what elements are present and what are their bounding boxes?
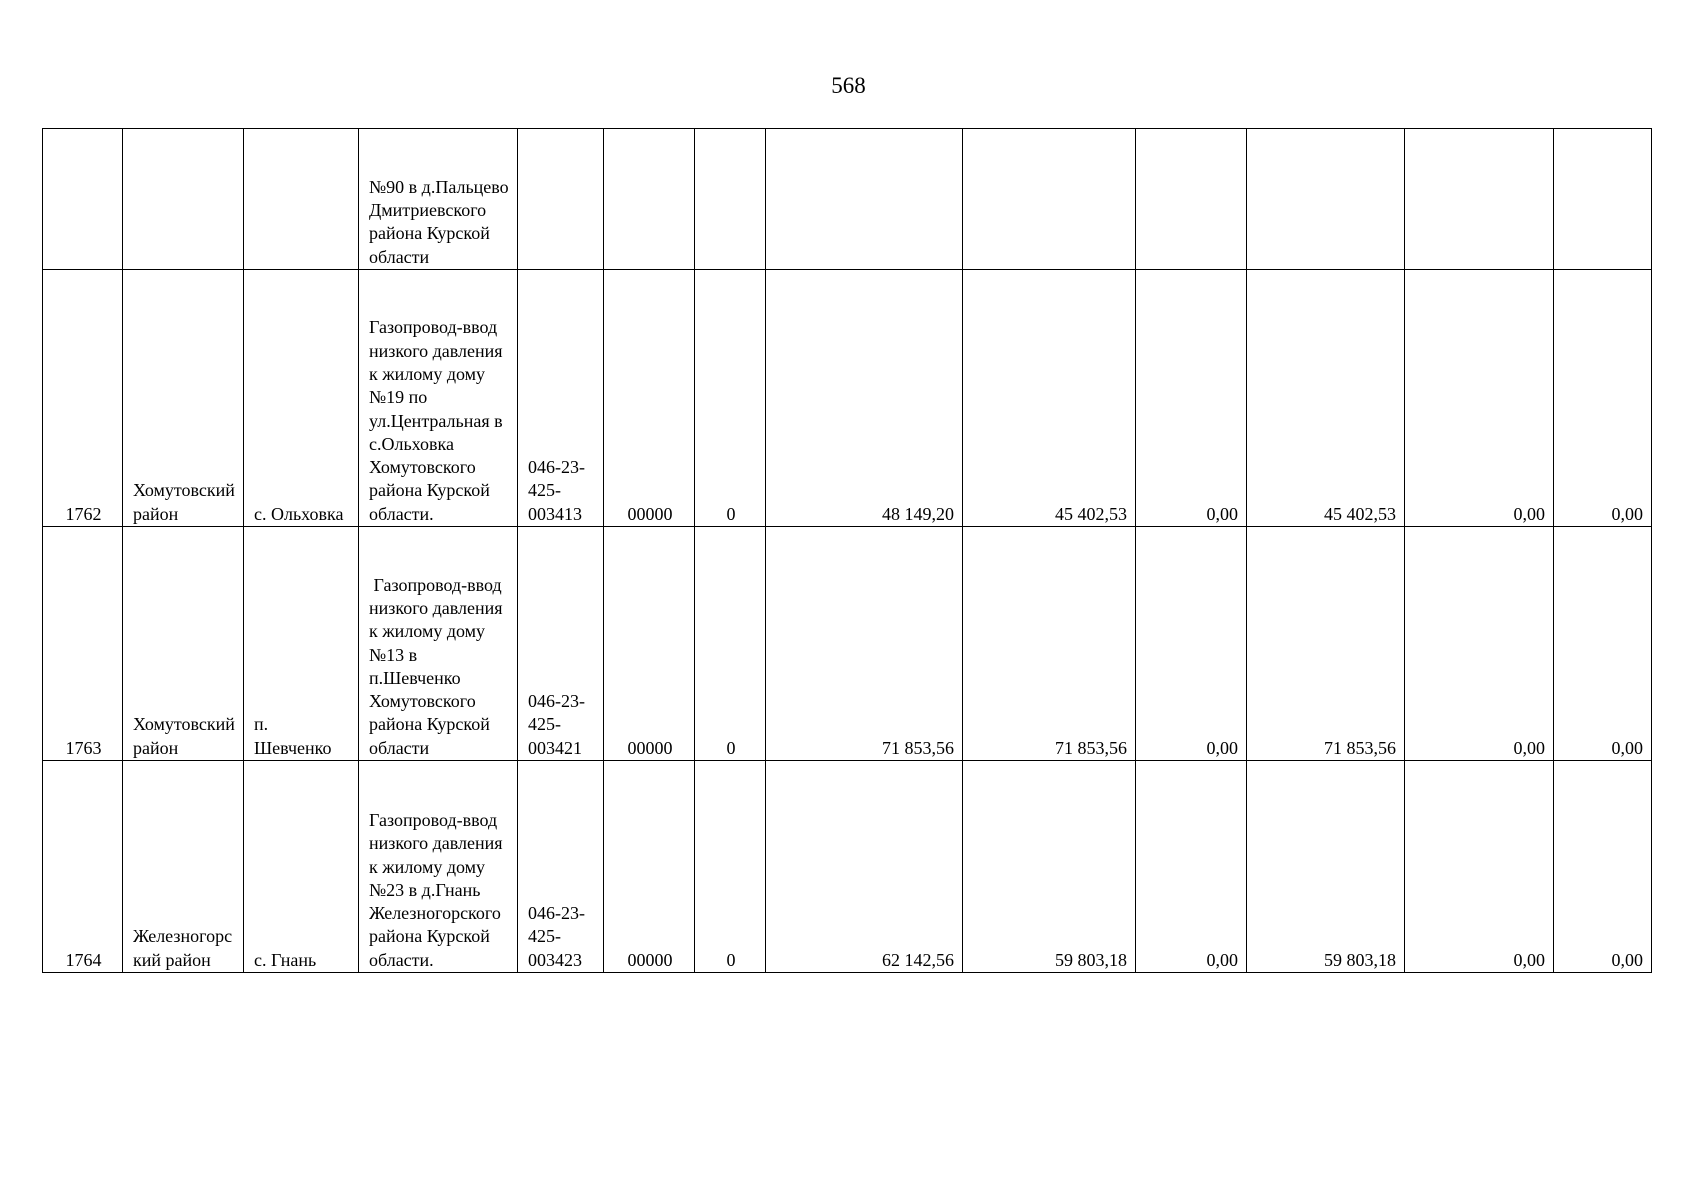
value-cell-5: 0,00 [1405, 527, 1554, 761]
value-cell-4 [1247, 129, 1405, 270]
value-cell-1: 62 142,56 [766, 761, 963, 973]
locality-cell: п. Шевченко [244, 527, 359, 761]
zero-cell: 0 [695, 527, 766, 761]
zero-cell: 0 [695, 761, 766, 973]
value-cell-2: 45 402,53 [963, 270, 1136, 527]
zero-cell: 0 [695, 270, 766, 527]
registry-table [42, 128, 1652, 973]
value-cell-3: 0,00 [1136, 527, 1247, 761]
value-cell-5: 0,00 [1405, 761, 1554, 973]
locality-cell: с. Ольховка [244, 270, 359, 527]
object-description-cell [359, 527, 518, 761]
locality-cell: с. Гнань [244, 761, 359, 973]
inventory-code-cell: 046-23-425-003413 [518, 270, 604, 527]
reg-code-cell: 00000 [604, 527, 695, 761]
value-cell-4: 59 803,18 [1247, 761, 1405, 973]
object-description-text: №90 в д.Пальцево Дмитриевского района Курской области [369, 176, 509, 267]
object-description-text: Газопровод-ввод низкого давления к жилому дому №23 в д.Гнань Железногорского района Курской области. [369, 809, 503, 970]
value-cell-1: 48 149,20 [766, 270, 963, 527]
row-number-cell: 1764 [43, 761, 123, 973]
row-number-cell: 1763 [43, 527, 123, 761]
table-row [43, 129, 1652, 270]
value-cell-3 [1136, 129, 1247, 270]
inventory-code-cell: 046-23-425-003423 [518, 761, 604, 973]
zero-cell [695, 129, 766, 270]
value-cell-6: 0,00 [1554, 527, 1652, 761]
district-cell: Хомутовский район [123, 527, 244, 761]
value-cell-4: 71 853,56 [1247, 527, 1405, 761]
reg-code-cell: 00000 [604, 761, 695, 973]
value-cell-6: 0,00 [1554, 761, 1652, 973]
inventory-code-cell [518, 129, 604, 270]
value-cell-4: 45 402,53 [1247, 270, 1405, 527]
object-description-text: Газопровод-ввод низкого давления к жилому дому №19 по ул.Центральная в с.Ольховка Хомутовского района Курской области. [369, 317, 503, 524]
district-cell: Хомутовский район [123, 270, 244, 527]
value-cell-6: 0,00 [1554, 270, 1652, 527]
value-cell-6 [1554, 129, 1652, 270]
reg-code-cell [604, 129, 695, 270]
object-description-cell [359, 761, 518, 973]
table-row [43, 761, 1652, 973]
table-row [43, 527, 1652, 761]
page-number: 568 [831, 73, 866, 98]
object-description-cell [359, 270, 518, 527]
object-description-cell [359, 129, 518, 270]
value-cell-1 [766, 129, 963, 270]
value-cell-5 [1405, 129, 1554, 270]
locality-cell [244, 129, 359, 270]
value-cell-3: 0,00 [1136, 270, 1247, 527]
district-cell: Железногорский район [123, 761, 244, 973]
table-row [43, 270, 1652, 527]
value-cell-5: 0,00 [1405, 270, 1554, 527]
object-description-text: Газопровод-ввод низкого давления к жилому дому №13 в п.Шевченко Хомутовского района Курской области [369, 574, 508, 758]
inventory-code-cell: 046-23-425-003421 [518, 527, 604, 761]
value-cell-3: 0,00 [1136, 761, 1247, 973]
value-cell-1: 71 853,56 [766, 527, 963, 761]
row-number-cell: 1762 [43, 270, 123, 527]
value-cell-2: 59 803,18 [963, 761, 1136, 973]
value-cell-2: 71 853,56 [963, 527, 1136, 761]
district-cell [123, 129, 244, 270]
value-cell-2 [963, 129, 1136, 270]
reg-code-cell: 00000 [604, 270, 695, 527]
row-number-cell [43, 129, 123, 270]
